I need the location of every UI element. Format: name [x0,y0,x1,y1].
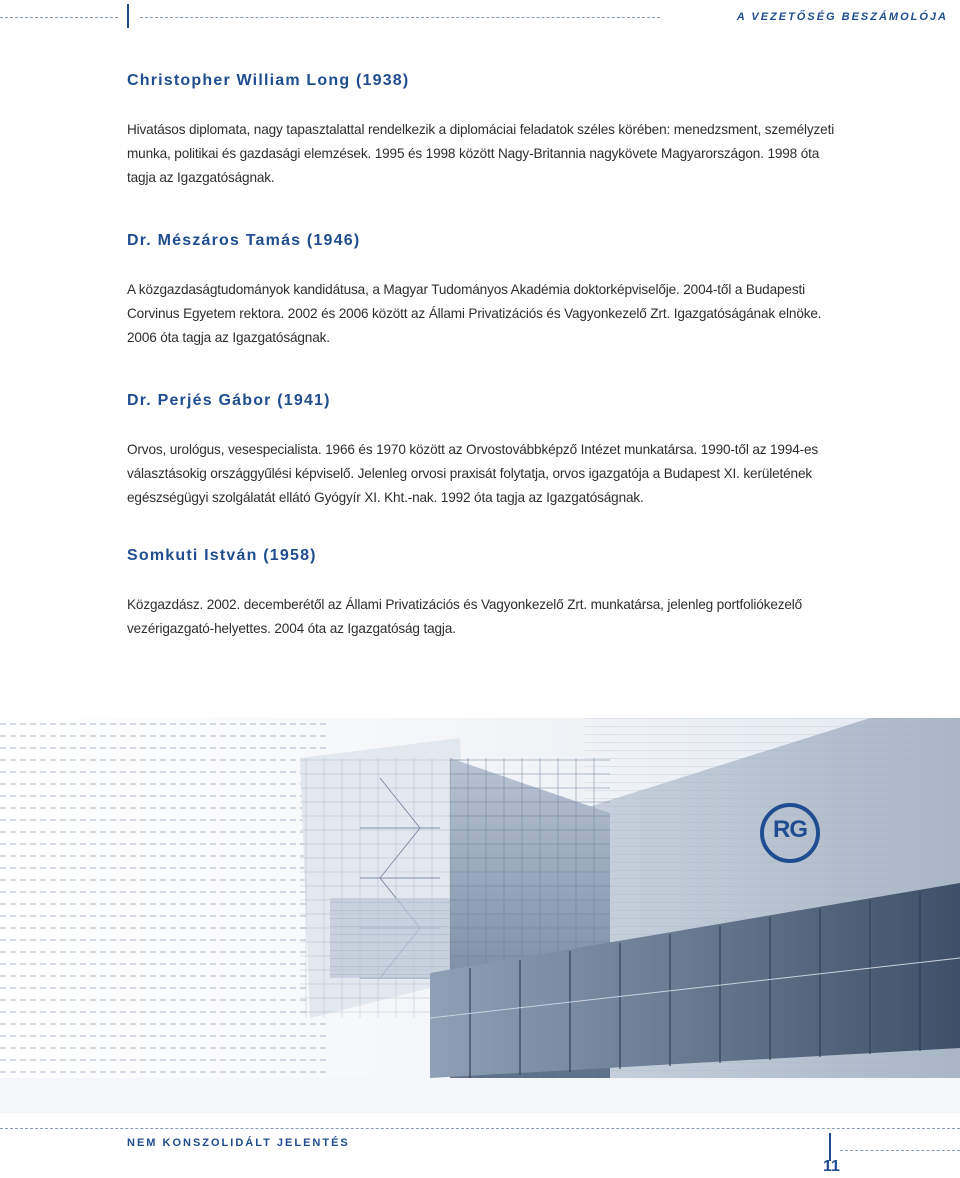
header-rule [140,17,660,18]
member-name: Dr. Mészáros Tamás (1946) [127,232,361,249]
header-section-title: A VEZETŐSÉG BESZÁMOLÓJA [736,11,948,23]
member-bio: Orvos, urológus, vesespecialista. 1966 és 1970 között az Orvostovábbképző Intézet munkatársa. 1990-től az 1994-es választásokig országgyűlési képviselő. Jelenleg orvosi praxisát folytatja, orvos igazgatója a Budapest XI. kerületének egészségügyi szolgálatát ellátó Gyógyír XI. Kht.-nak. 1992 óta tagja az Igazgatóságnak. [127,442,819,505]
header-rule-left [0,17,118,18]
footer-report-title: NEM KONSZOLIDÁLT JELENTÉS [127,1137,350,1149]
member-name: Christopher William Long (1938) [127,72,410,89]
footer-rule [0,1128,960,1129]
building-photo [0,718,960,1113]
member-name: Somkuti István (1958) [127,547,317,564]
rg-logo: RG [773,816,807,843]
member-section [127,391,837,510]
member-bio: Közgazdász. 2002. decemberétől az Állami Privatizációs és Vagyonkezelő Zrt. munkatársa, jelenleg portfoliókezelő vezérigazgató-helyettes. 2004 óta az Igazgatóság tagja. [127,597,803,636]
header-left-bar [127,4,129,28]
member-bio: A közgazdaságtudományok kandidátusa, a Magyar Tudományos Akadémia doktorképviselője. 2004-től a Budapesti Corvinus Egyetem rektora. 2002 és 2006 között az Állami Privatizációs és Vagyonkezelő Zrt. Igazgatóságának elnöke. 2006 óta tagja az Igazgatóságnak. [127,282,822,345]
footer-right-bar [829,1133,831,1161]
member-section [127,71,837,190]
page-number: 11 [823,1158,840,1175]
footer-rule-right [840,1150,960,1151]
member-section [127,231,837,350]
member-bio: Hivatásos diplomata, nagy tapasztalattal rendelkezik a diplomáciai feladatok széles körében: menedzsment, személyzeti munka, politikai és gazdasági elemzések. 1995 és 1998 között Nagy-Britannia nagykövete Magyarországon. 1998 óta tagja az Igazgatóságnak. [127,122,835,185]
member-name: Dr. Perjés Gábor (1941) [127,392,331,409]
member-section [127,546,837,641]
